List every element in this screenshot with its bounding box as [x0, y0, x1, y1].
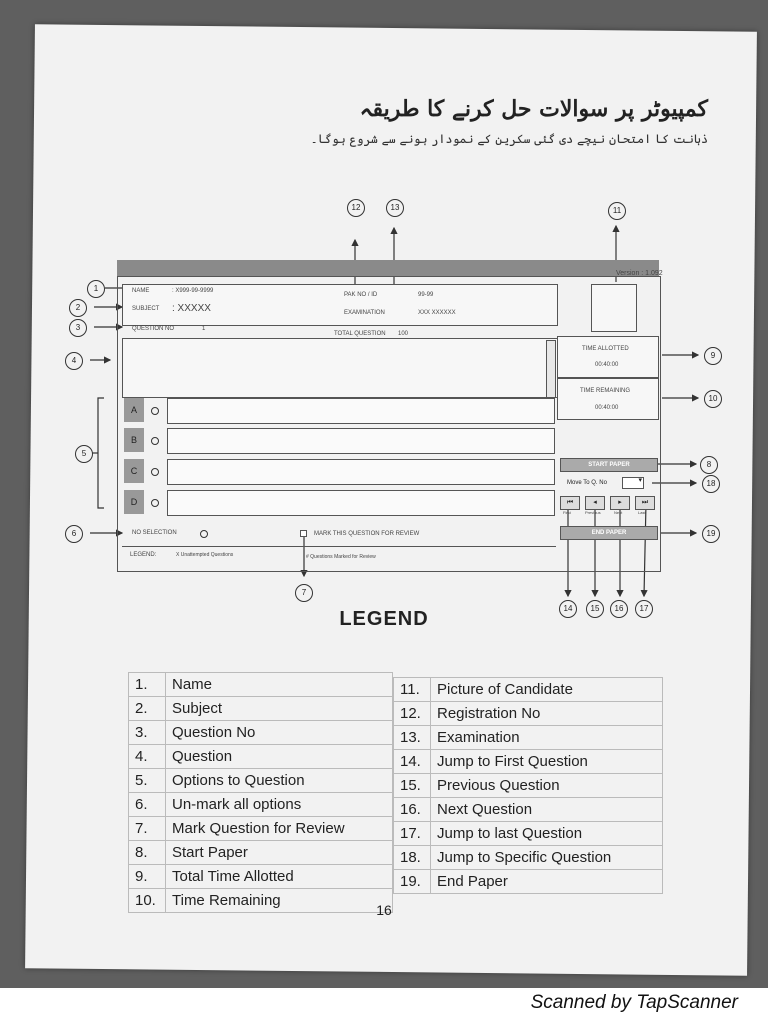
legend-text: Question No	[166, 721, 393, 745]
callout-1: 1	[87, 280, 105, 298]
option-field-d	[167, 490, 555, 516]
legend-row	[394, 822, 663, 846]
option-radio-b[interactable]	[151, 437, 159, 445]
legend-divider	[122, 546, 556, 547]
chevron-down-icon: ▾	[638, 477, 642, 484]
legend-text: End Paper	[431, 870, 663, 894]
end-paper-button[interactable]: END PAPER	[560, 526, 658, 540]
legend-unattempted: X Unattempted Questions	[176, 552, 234, 558]
version-label: Version : 1.092	[616, 270, 663, 277]
legend-num: 16.	[394, 798, 431, 822]
legend-num: 6.	[129, 793, 166, 817]
legend-text: Jump to last Question	[431, 822, 663, 846]
mark-review-checkbox[interactable]	[300, 530, 307, 537]
callout-13: 13	[386, 199, 404, 217]
legend-row	[129, 793, 393, 817]
legend-text: Subject	[166, 697, 393, 721]
name-label: NAME	[132, 288, 150, 294]
callout-17: 17	[635, 600, 653, 618]
legend-row	[394, 846, 663, 870]
legend-text: Previous Question	[431, 774, 663, 798]
callout-5: 5	[75, 445, 93, 463]
callout-15: 15	[586, 600, 604, 618]
legend-text: Start Paper	[166, 841, 393, 865]
legend-row	[129, 841, 393, 865]
pak-no-value: 99-99	[418, 292, 434, 298]
pak-no-label: PAK NO / ID	[344, 292, 378, 298]
legend-row	[129, 697, 393, 721]
callout-11: 11	[608, 202, 626, 220]
legend-text: Un-mark all options	[166, 793, 393, 817]
legend-text: Time Remaining	[166, 889, 393, 913]
previous-icon: ◂	[593, 499, 597, 506]
callout-8: 8	[700, 456, 718, 474]
callout-12: 12	[347, 199, 365, 217]
legend-num: 19.	[394, 870, 431, 894]
callout-6: 6	[65, 525, 83, 543]
legend-text: Mark Question for Review	[166, 817, 393, 841]
screen-title-bar	[117, 260, 659, 276]
move-to-label: Move To Q. No	[567, 480, 607, 486]
previous-question-button[interactable]	[585, 496, 605, 510]
callout-3: 3	[69, 319, 87, 337]
legend-text: Question	[166, 745, 393, 769]
callout-16: 16	[610, 600, 628, 618]
legend-num: 4.	[129, 745, 166, 769]
scanner-watermark: Scanned by TapScanner	[530, 992, 738, 1013]
option-field-a	[167, 398, 555, 424]
legend-table-right	[393, 677, 663, 894]
legend-row	[129, 865, 393, 889]
option-letter-d: D	[124, 490, 144, 514]
legend-text: Jump to First Question	[431, 750, 663, 774]
option-letter-b: B	[124, 428, 144, 452]
legend-table-left	[128, 672, 393, 913]
nav-label-last: Last	[638, 510, 646, 515]
first-question-button[interactable]	[560, 496, 580, 510]
legend-row	[129, 673, 393, 697]
legend-row	[129, 745, 393, 769]
option-letter-c: C	[124, 459, 144, 483]
legend-num: 1.	[129, 673, 166, 697]
time-allotted-label: TIME ALLOTTED	[582, 346, 629, 352]
callout-9: 9	[704, 347, 722, 365]
subject-label: SUBJECT	[132, 306, 160, 312]
examination-label: EXAMINATION	[344, 310, 385, 316]
next-icon: ▸	[618, 499, 622, 506]
nav-label-previous: Previous	[585, 510, 601, 515]
start-paper-button[interactable]: START PAPER	[560, 458, 658, 472]
legend-row	[394, 870, 663, 894]
subject-value: : XXXXX	[172, 303, 211, 314]
time-remaining-label: TIME REMAINING	[580, 388, 631, 394]
candidate-picture	[591, 284, 637, 332]
legend-num: 17.	[394, 822, 431, 846]
legend-num: 18.	[394, 846, 431, 870]
urdu-subtitle: ذہانت کا امتحان نیچے دی گئی سکرین کے نمودار ہونے سے شروع ہوگا۔	[310, 132, 708, 146]
option-field-b	[167, 428, 555, 454]
callout-14: 14	[559, 600, 577, 618]
option-letter-a: A	[124, 398, 144, 422]
legend-num: 11.	[394, 678, 431, 702]
legend-row	[394, 774, 663, 798]
callout-7: 7	[295, 584, 313, 602]
legend-row	[394, 750, 663, 774]
legend-num: 3.	[129, 721, 166, 745]
option-field-c	[167, 459, 555, 485]
legend-text: Examination	[431, 726, 663, 750]
legend-text: Total Time Allotted	[166, 865, 393, 889]
option-radio-c[interactable]	[151, 468, 159, 476]
legend-num: 12.	[394, 702, 431, 726]
time-remaining-value: 00:40:00	[595, 405, 619, 411]
no-selection-radio[interactable]	[200, 530, 208, 538]
legend-text: Registration No	[431, 702, 663, 726]
urdu-title: کمپیوٹر پر سوالات حل کرنے کا طریقہ	[359, 96, 708, 122]
callout-4: 4	[65, 352, 83, 370]
page-number: 16	[376, 902, 392, 918]
nav-label-next: Next	[614, 510, 623, 515]
first-icon: ⏮	[566, 499, 574, 506]
option-radio-a[interactable]	[151, 407, 159, 415]
legend-num: 10.	[129, 889, 166, 913]
option-radio-d[interactable]	[151, 499, 159, 507]
move-to-select[interactable]	[622, 477, 644, 489]
no-selection-label: NO SELECTION	[132, 530, 177, 536]
time-remaining-box	[557, 378, 659, 420]
legend-row	[394, 702, 663, 726]
legend-row	[129, 817, 393, 841]
question-no-label: QUESTION NO	[132, 326, 175, 332]
legend-title: LEGEND	[339, 608, 429, 630]
question-scrollbar[interactable]	[546, 340, 556, 398]
total-question-value: 100	[398, 331, 409, 337]
legend-num: 15.	[394, 774, 431, 798]
name-value: : X999-99-9999	[172, 288, 214, 294]
legend-bar-label: LEGEND:	[130, 552, 157, 558]
legend-text: Picture of Candidate	[431, 678, 663, 702]
legend-num: 2.	[129, 697, 166, 721]
last-icon: ⏭	[641, 499, 649, 506]
mark-review-label: MARK THIS QUESTION FOR REVIEW	[314, 531, 420, 537]
time-allotted-box	[557, 336, 659, 378]
next-question-button[interactable]	[610, 496, 630, 510]
callout-18: 18	[702, 475, 720, 493]
time-allotted-value: 00:40:00	[595, 362, 619, 368]
legend-num: 13.	[394, 726, 431, 750]
legend-num: 5.	[129, 769, 166, 793]
legend-num: 8.	[129, 841, 166, 865]
legend-num: 14.	[394, 750, 431, 774]
callout-10: 10	[704, 390, 722, 408]
callout-2: 2	[69, 299, 87, 317]
callout-19: 19	[702, 525, 720, 543]
legend-num: 9.	[129, 865, 166, 889]
question-area	[122, 338, 558, 398]
legend-text: Jump to Specific Question	[431, 846, 663, 870]
legend-row	[394, 726, 663, 750]
last-question-button[interactable]	[635, 496, 655, 510]
legend-row	[394, 798, 663, 822]
legend-row	[394, 678, 663, 702]
question-no-value: 1	[202, 326, 206, 332]
nav-label-first: First	[563, 510, 571, 515]
total-question-label: TOTAL QUESTION	[334, 331, 386, 337]
legend-text: Next Question	[431, 798, 663, 822]
legend-text: Options to Question	[166, 769, 393, 793]
legend-marked: # Questions Marked for Review	[306, 554, 376, 560]
examination-value: XXX XXXXXX	[418, 310, 456, 316]
legend-num: 7.	[129, 817, 166, 841]
legend-row	[129, 769, 393, 793]
legend-row	[129, 721, 393, 745]
legend-text: Name	[166, 673, 393, 697]
